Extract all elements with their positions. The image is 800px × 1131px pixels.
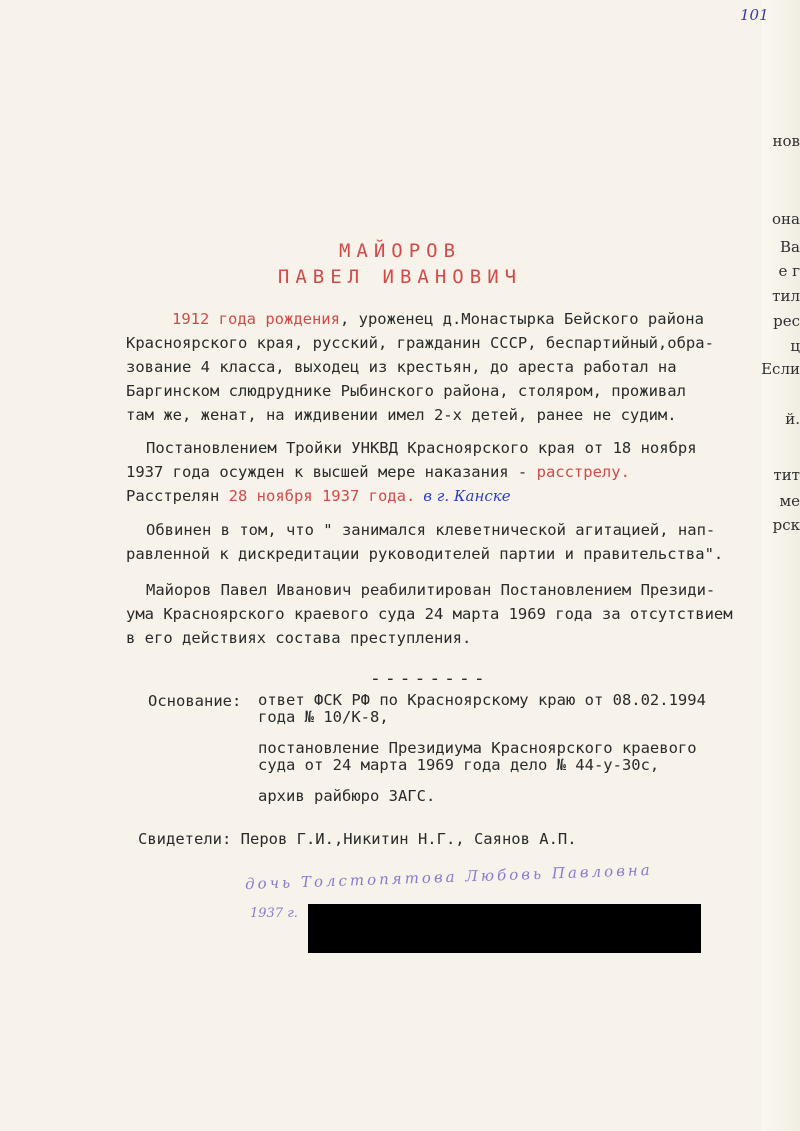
page-number: 101 (740, 6, 769, 24)
margin-fragment: Ва (780, 238, 800, 256)
margin-fragment: й. (785, 410, 800, 428)
charge-line: Обвинен в том, что " занимался клеветнической агитацией, нап- (146, 521, 716, 539)
execution-text: Расстрелян (126, 487, 229, 505)
basis-label: Основание: (148, 692, 242, 710)
basis-item: года № 10/К-8, (258, 708, 389, 726)
birth-year: 1912 года рождения (172, 310, 340, 328)
signature-date: 1937 г. (250, 906, 298, 921)
sentence-verdict: расстрелу. (536, 463, 630, 481)
basis-item: ответ ФСК РФ по Красноярскому краю от 08.02.1994 (258, 691, 706, 709)
basis-list (258, 692, 706, 805)
margin-fragment: рес (773, 312, 800, 330)
basis-item: суда от 24 марта 1969 года дело № 44-у-30с, (258, 756, 660, 774)
biography-line: Красноярского края, русский, гражданин СССР, беспартийный,обра- (126, 334, 714, 352)
biography-line (126, 307, 776, 331)
biography-paragraph (126, 307, 776, 427)
rehabilitation-line: в его действиях состава преступления. (126, 629, 472, 647)
biography-line: там же, женат, на иждивении имел 2-х детей, ранее не судим. (126, 406, 677, 424)
margin-fragment: рск (772, 516, 800, 534)
sentence-paragraph (126, 436, 776, 508)
sentence-line (126, 460, 776, 484)
margin-fragment: ме (779, 492, 800, 510)
sentence-line: Постановлением Тройки УНКВД Красноярского края от 18 ноября (146, 439, 697, 457)
margin-fragment: тил (772, 287, 800, 305)
charge-paragraph (126, 518, 776, 566)
rehabilitation-line: Майоров Павел Иванович реабилитирован Постановлением Президи- (146, 581, 716, 599)
rehabilitation-line: ума Красноярского краевого суда 24 марта 1969 года за отсутствием (126, 605, 733, 623)
margin-fragment: она (772, 210, 800, 228)
separator: -------- (370, 668, 489, 689)
execution-date: 28 ноября 1937 года. (228, 487, 416, 505)
handwritten-place: в г. Канске (423, 487, 511, 505)
margin-fragment: тит (773, 466, 800, 484)
margin-fragment: Если (761, 360, 800, 378)
title-surname: МАЙОРОВ (338, 240, 462, 262)
biography-line: Баргинском слюдруднике Рыбинского района, столяром, проживал (126, 382, 686, 400)
margin-fragment: е г (778, 262, 800, 280)
charge-line: равленной к дискредитации руководителей партии и правительства". (126, 545, 724, 563)
rehabilitation-paragraph (126, 578, 776, 650)
basis-item: архив райбюро ЗАГС. (258, 787, 436, 805)
biography-line: зование 4 класса, выходец из крестьян, до ареста работал на (126, 358, 677, 376)
witnesses: Свидетели: Перов Г.И.,Никитин Н.Г., Саянов А.П. (138, 830, 577, 848)
handwritten-signature: дочь Толстопятова Любовь Павловна (244, 860, 653, 894)
basis-item: постановление Президиума Красноярского краевого (258, 739, 697, 757)
margin-fragment: нов (772, 132, 800, 150)
margin-fragment: ц (790, 337, 800, 355)
redaction-bar (308, 904, 701, 953)
sentence-text: 1937 года осужден к высшей мере наказания - (126, 463, 537, 481)
birth-place: , уроженец д.Монастырка Бейского района (339, 310, 704, 328)
title-given-names: ПАВЕЛ ИВАНОВИЧ (277, 266, 523, 288)
execution-line (126, 484, 776, 508)
